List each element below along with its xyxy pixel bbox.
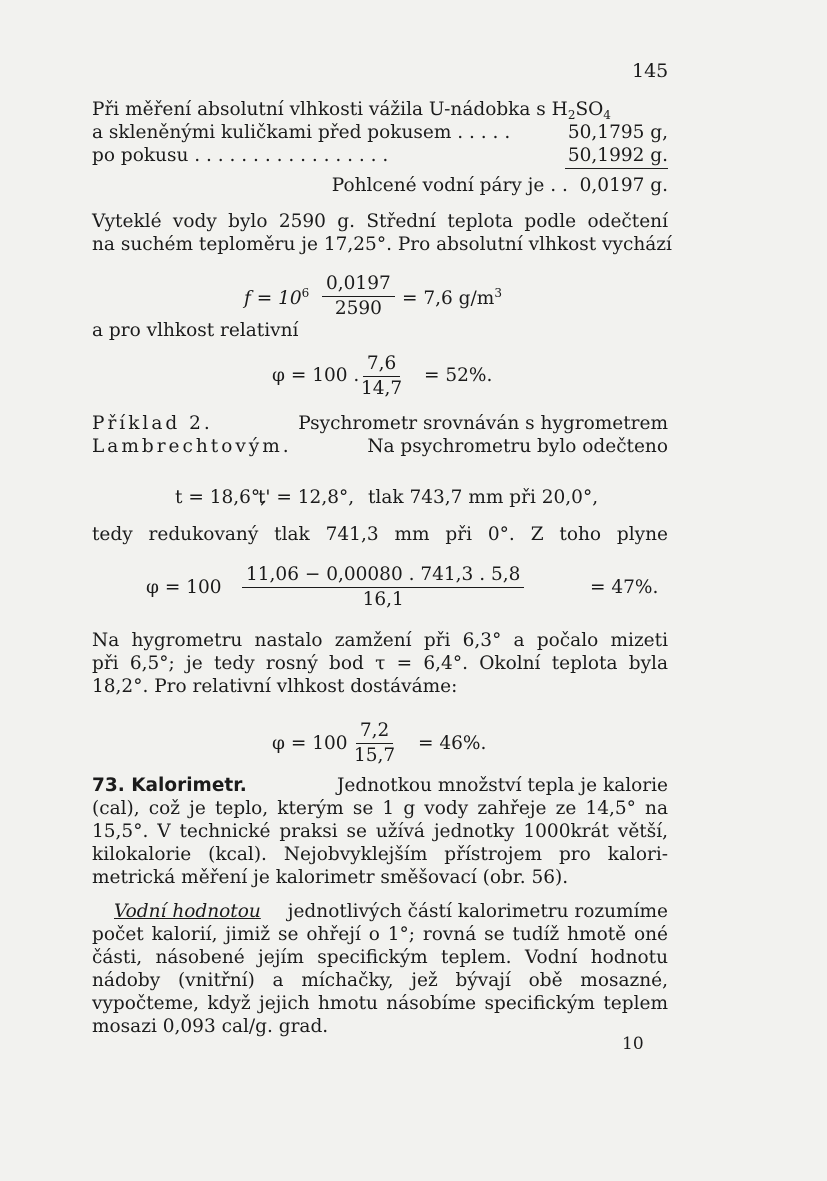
paragraph-line: metrická měření je kalorimetr směšovací (obr. 56). [92, 867, 569, 888]
fraction-numerator: 7,6 [363, 353, 400, 377]
relative-humidity-label: a pro vlhkost relativní [92, 320, 299, 341]
equation-hygrometer-lhs: φ = 100 [272, 733, 348, 754]
measurement-label: a skleněnými kuličkami před pokusem . . . . . [92, 122, 511, 143]
paragraph-line: počet kalorií, jimiž se ohřejí o 1°; rovná se tudíž hmotě oné [92, 924, 668, 945]
section-heading-line [92, 775, 668, 797]
paragraph-line: mosazi 0,093 cal/g. grad. [92, 1016, 329, 1037]
reading-pressure: tlak 743,7 mm při 20,0°, [368, 487, 599, 508]
fraction-numerator: 7,2 [356, 720, 393, 744]
text-run: Jednotkou množství tepla je kalorie [337, 775, 668, 796]
fraction-relative [361, 353, 402, 400]
subscript: 2 [567, 108, 576, 122]
text-run: Na psychrometru bylo odečteno [367, 436, 668, 457]
paragraph-line [92, 436, 668, 458]
equation-text: = 7,6 g/m [402, 288, 495, 309]
measurement-value: 50,1795 g, [567, 122, 668, 143]
reading-t: t = 18,6°, [175, 487, 267, 508]
fraction-numerator: 0,0197 [322, 273, 395, 297]
paragraph-line: Na hygrometru nastalo zamžení při 6,3° a počalo mizeti [92, 630, 668, 651]
fraction-numerator: 11,06 − 0,00080 . 741,3 . 5,8 [242, 564, 524, 588]
paragraph-line: na suchém teploměru je 17,25°. Pro absolutní vlhkost vychází [92, 234, 672, 255]
fraction-denominator: 15,7 [354, 745, 396, 766]
paragraph-line: tedy redukovaný tlak 741,3 mm při 0°. Z toho plyne [92, 524, 668, 545]
paragraph-line: (cal), což je teplo, kterým se 1 g vody zahřeje ze 14,5° na [92, 798, 668, 819]
equation-relative-rhs: = 52%. [424, 365, 493, 386]
fraction-psychrometer [242, 564, 524, 611]
example-heading-line [92, 413, 668, 435]
paragraph-line: 18,2°. Pro relativní vlhkost dostáváme: [92, 676, 458, 697]
text-run: SO [575, 99, 604, 120]
paragraph-line [92, 901, 668, 923]
section-heading: 73. Kalorimetr. [92, 775, 247, 796]
paragraph-line: Vyteklé vody bylo 2590 g. Střední teplota podle odečtení [92, 211, 668, 232]
paragraph-line: části, násobené jejím specifickým teplem. Vodní hodnotu [92, 947, 668, 968]
equation-relative-lhs: φ = 100 . [272, 365, 360, 386]
fraction-denominator: 14,7 [361, 378, 403, 399]
fraction-denominator: 2590 [334, 298, 382, 319]
measurement-value: 0,0197 g. [579, 175, 668, 196]
measurement-before-line [92, 122, 668, 144]
equation-text: f = 10 [244, 288, 302, 309]
page-number: 145 [632, 60, 669, 82]
fraction-hygrometer [354, 720, 395, 767]
equation-psychrometer-rhs: = 47%. [590, 577, 659, 598]
measurement-value: 50,1992 g. [567, 145, 668, 166]
text-run: Psychrometr srovnáván s hygrometrem [298, 413, 668, 434]
fraction-denominator: 16,1 [362, 589, 404, 610]
absorbed-water-line [92, 175, 668, 197]
fraction-absolute [322, 273, 395, 320]
paragraph-line: kilokalorie (kcal). Nejobvyklejším přístrojem pro kalori- [92, 844, 668, 865]
superscript: 3 [494, 286, 502, 300]
superscript: 6 [301, 286, 310, 300]
reading-t-prime: t' = 12,8°, [258, 487, 355, 508]
measurement-label: Pohlcené vodní páry je . . [331, 175, 568, 196]
subscript: 4 [603, 108, 611, 122]
equation-absolute-rhs [402, 286, 502, 309]
equation-absolute-lhs [244, 286, 309, 309]
sum-rule [565, 168, 668, 169]
equation-hygrometer-rhs: = 46%. [418, 733, 487, 754]
signature-mark: 10 [622, 1034, 644, 1054]
instrument-name: Lambrechtovým. [92, 436, 292, 457]
paragraph-line: vypočteme, když jejich hmotu násobíme specifickým teplem [92, 993, 668, 1014]
text-run: jednotlivých částí kalorimetru rozumíme [287, 901, 668, 922]
defined-term: Vodní hodnotou [114, 901, 261, 922]
paragraph-line: 15,5°. V technické praksi se užívá jednotky 1000krát větší, [92, 821, 668, 842]
text-run: Při měření absolutní vlhkosti vážila U-nádobka s H [92, 99, 568, 120]
paragraph-line: při 6,5°; je tedy rosný bod τ = 6,4°. Okolní teplota byla [92, 653, 668, 674]
equation-psychrometer-lhs: φ = 100 [146, 577, 222, 598]
example-label: Příklad 2. [92, 413, 213, 434]
measurement-label: po pokusu . . . . . . . . . . . . . . . . . [92, 145, 389, 166]
measurement-after-line [92, 145, 668, 167]
paragraph-line: nádoby (vnitřní) a míchačky, jež bývají obě mosazné, [92, 970, 668, 991]
